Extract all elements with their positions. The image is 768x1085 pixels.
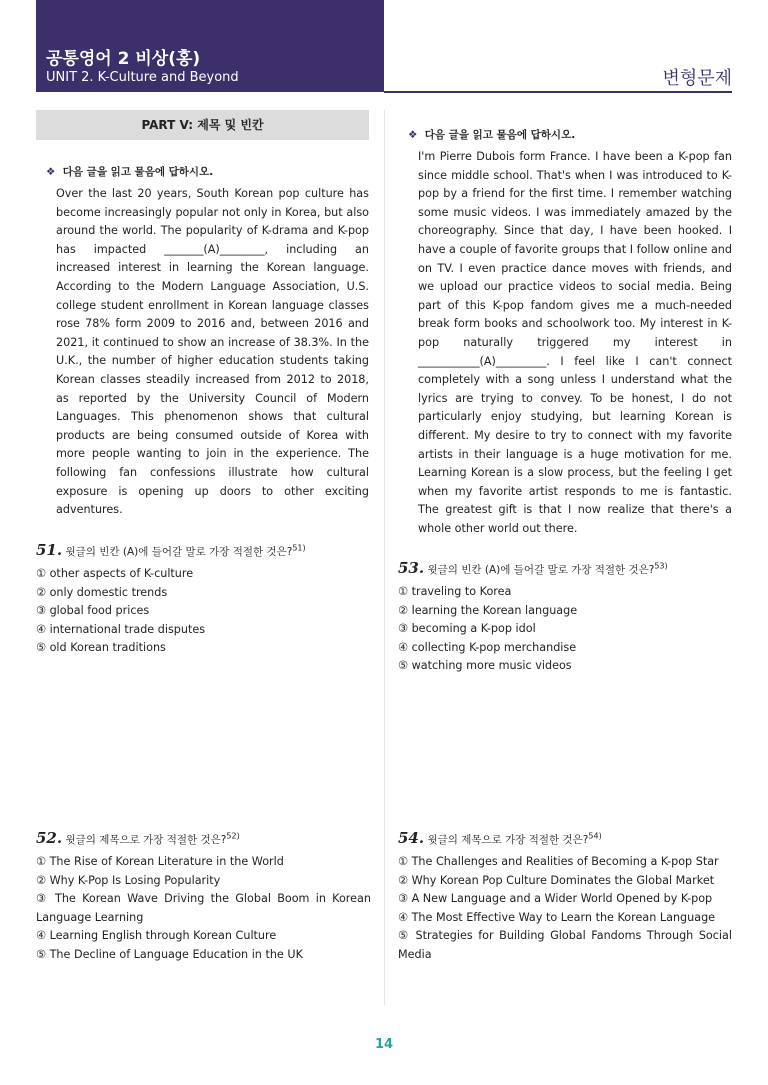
question-53: 53. 윗글의 빈칸 (A)에 들어갈 말로 가장 적절한 것은?$^{53)}$ ① traveling to Korea ② learning the Korean language ③ becoming a K-pop idol ④ collecting K-pop merchandise ⑤ watching more music videos — [398, 559, 732, 676]
option: ② Why Korean Pop Culture Dominates the Global Market — [398, 873, 715, 887]
variant-label: 변형문제 — [662, 68, 732, 89]
unit-title: UNIT 2. K-Culture and Beyond — [46, 70, 239, 85]
option: ④ collecting K-pop merchandise — [398, 640, 577, 654]
option: ⑤ watching more music videos — [398, 659, 572, 673]
question-number: 51. — [36, 541, 63, 559]
part-label: PART V: 제목 및 빈칸 — [36, 110, 369, 140]
option: ② Why K-Pop Is Losing Popularity — [36, 873, 221, 887]
page-number: 14 — [374, 1037, 394, 1052]
diamond-bullet-icon: ❖ — [46, 166, 56, 178]
textbook-title: 공통영어 2 비상(홍) — [46, 49, 201, 69]
option: ③ global food prices — [36, 604, 150, 618]
option: ④ The Most Effective Way to Learn the Korean Language — [398, 910, 716, 924]
option: ① The Challenges and Realities of Becoming a K-pop Star — [398, 855, 719, 868]
column-divider — [384, 110, 385, 1005]
question-51: 51. 윗글의 빈칸 (A)에 들어갈 말로 가장 적절한 것은?$^{51)}$ ① other aspects of K-culture ② only domestic trends ③ global food prices ④ international trade disputes ⑤ old Korean traditions — [36, 541, 371, 658]
question-number: 54. — [398, 829, 425, 847]
option: ④ Learning English through Korean Culture — [36, 929, 277, 943]
option: ② only domestic trends — [36, 585, 168, 599]
option: ⑤ Strategies for Building Global Fandoms Through Social Media — [398, 929, 732, 961]
option: ⑤ The Decline of Language Education in the UK — [36, 947, 303, 961]
option: ② learning the Korean language — [398, 603, 578, 617]
option: ⑤ old Korean traditions — [36, 641, 166, 655]
option: ③ becoming a K-pop idol — [398, 622, 536, 636]
passage-2: I'm Pierre Dubois form France. I have been a K-pop fan since middle school. That's when I was introduced to K-pop by a friend for the first time. I remember watching some music videos. I was immediately amazed by the choreography. Since that day, I have been hooked. I have a couple of favorite groups that I follow online and on TV. I even practice dance moves with friends, and we upload our practice videos to social media. Being part of this K-pop fandom gives me a much-needed break form books and schoolwork too. My interest in K-pop naturally triggered my interest in ___________(A)_________. I feel like I can't connect completely with a song unless I understand what the lyrics are trying to convey. To be honest, I do not particularly enjoy studying, but learning Korean is different. My desire to try to connect with my favorite artists in their language is a huge motivation for me. Learning Korean is a slow process, but the feeling I get when my favorite artist responds to me is fantastic. The greatest gift is that I now realize that there's a whole other world out there. — [418, 150, 732, 535]
question-54: 54. 윗글의 제목으로 가장 적절한 것은?$^{54)}$ ① The Challenges and Realities of Becoming a K-pop Star ② Why Korean Pop Culture Dominates the Global Market ③ A New Language and a Wider World Opened by K-pop ④ The Most Effective Way to Learn the Korean Language ⑤ Strategies for Building Global Fandoms Through Social Media — [398, 829, 732, 965]
question-number: 52. — [36, 829, 63, 847]
option: ④ international trade disputes — [36, 622, 206, 636]
passage-1: Over the last 20 years, South Korean pop culture has become increasingly popular not only in Korea, but also around the world. The popularity of K-drama and K-pop has impacted _______(A)________, including an increased interest in learning the Korean language. According to the Modern Language Association, U.S. college student enrollment in Korean language classes rose 78% form 2009 to 2016 and, between 2016 and 2021, it continued to show an increase of 38.3%. In the U.K., the number of higher education students taking Korean classes steadily increased from 2012 to 2018, as reported by the University Council of Modern Languages. This phenomenon shows that cultural products are being consumed outside of Korea with more people wanting to join in the experience. The following fan confessions illustrate how cultural exposure is opening up doors to other exciting adventures. — [56, 187, 369, 517]
question-number: 53. — [398, 559, 425, 577]
header-rule — [384, 91, 732, 93]
instruction-right: ❖ 다음 글을 읽고 물음에 답하시오. — [408, 129, 576, 141]
option: ③ The Korean Wave Driving the Global Boom in Korean Language Learning — [36, 892, 371, 924]
option: ③ A New Language and a Wider World Opened by K-pop — [398, 892, 713, 906]
option: ① traveling to Korea — [398, 585, 512, 598]
option: ① other aspects of K-culture — [36, 567, 194, 580]
instruction-left: ❖ 다음 글을 읽고 물음에 답하시오. — [46, 166, 214, 178]
diamond-bullet-icon: ❖ — [408, 129, 418, 141]
option: ① The Rise of Korean Literature in the World — [36, 855, 284, 868]
question-52: 52. 윗글의 제목으로 가장 적절한 것은?$^{52)}$ ① The Rise of Korean Literature in the World ② Why K-Pop Is Losing Popularity ③ The Korean Wave Driving the Global Boom in Korean Language Learning ④ Learning English through Korean Culture ⑤ The Decline of Language Education in the UK — [36, 829, 371, 965]
